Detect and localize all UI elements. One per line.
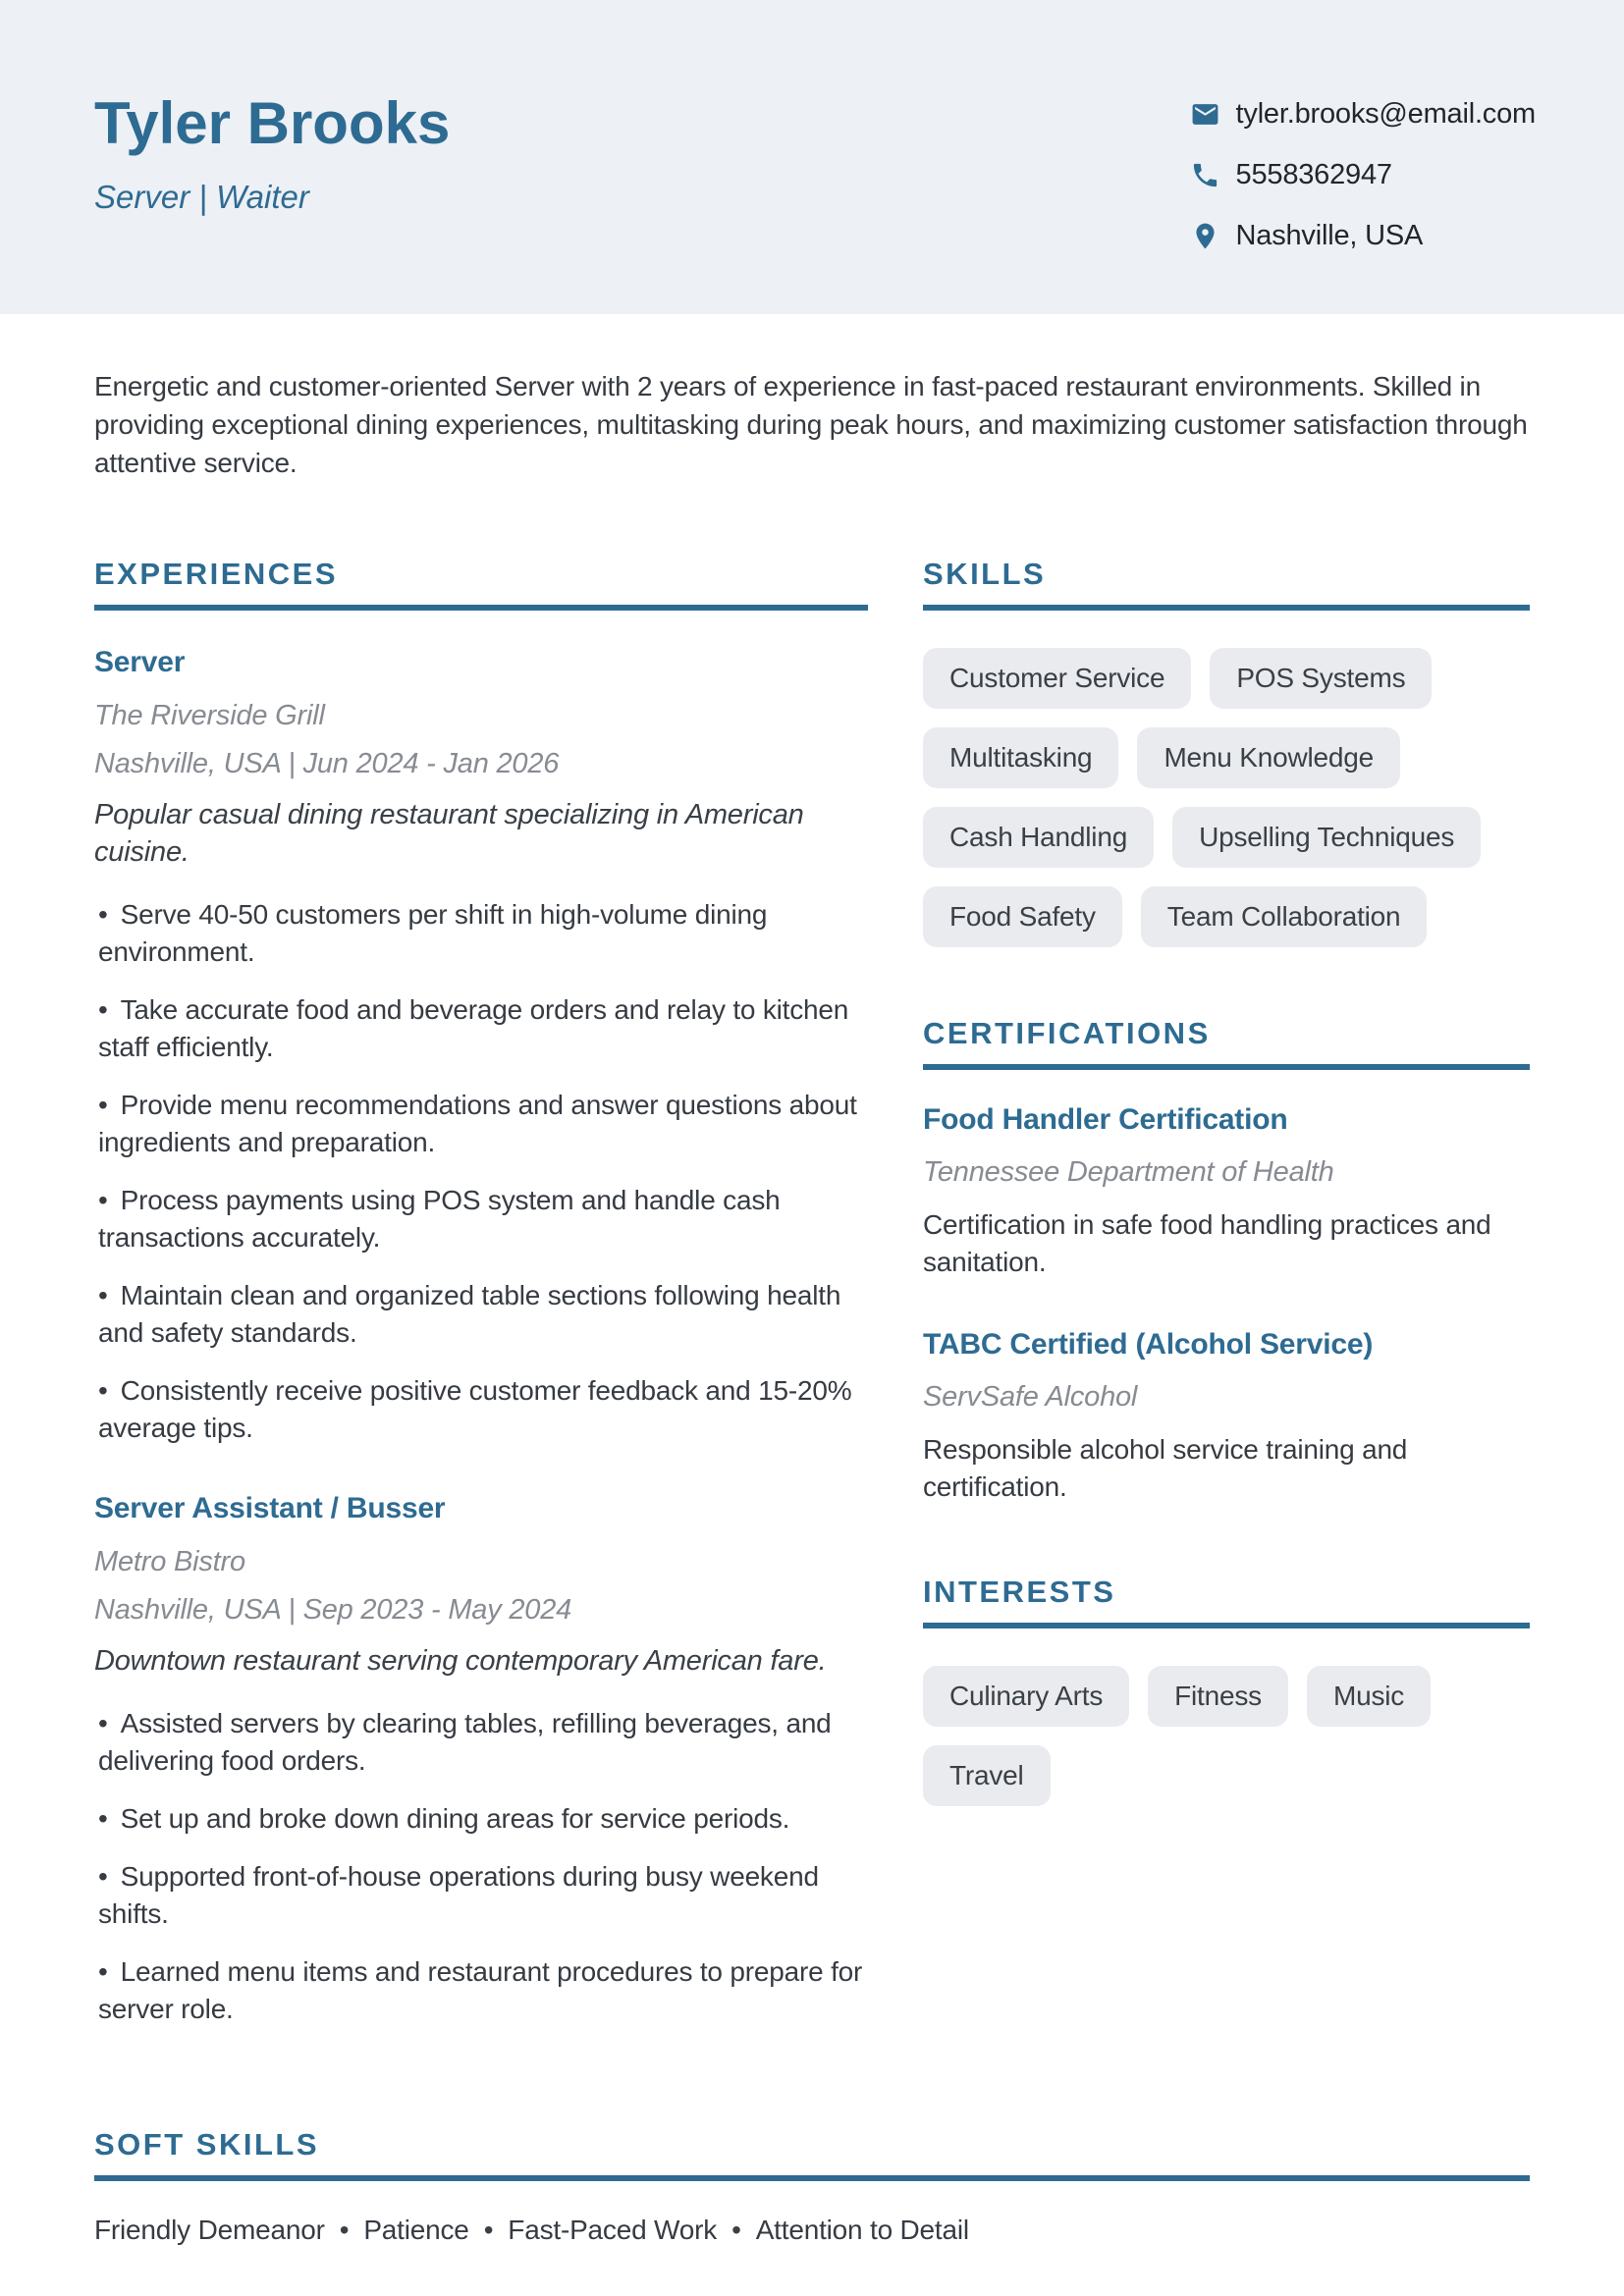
contact-phone-row (1190, 159, 1536, 191)
job-title: Server Assistant / Busser (94, 1492, 446, 1524)
phone-icon (1190, 160, 1220, 190)
soft-skill-separator: • (339, 2215, 350, 2245)
skills-heading: SKILLS (923, 559, 1530, 611)
certification-description: Responsible alcohol service training and certification. (923, 1434, 1408, 1502)
soft-skill-item: Fast-Paced Work (508, 2215, 718, 2245)
certification-issuer: Tennessee Department of Health (923, 1156, 1334, 1188)
bullet-text: Take accurate food and beverage orders and relay to kitchen staff efficiently. (98, 994, 849, 1062)
skills-tag-list (923, 648, 1530, 947)
interest-tag: Music (1307, 1666, 1431, 1727)
skill-tag: Cash Handling (923, 807, 1154, 868)
soft-skill-separator: • (731, 2215, 741, 2245)
bullet-text: Maintain clean and organized table sections following health and safety standards. (98, 1280, 841, 1348)
bullet-marker: • (98, 1280, 108, 1310)
two-column-layout (94, 559, 1530, 2049)
job-company: Metro Bistro (94, 1546, 245, 1577)
certifications-heading: CERTIFICATIONS (923, 1018, 1530, 1070)
certification-title: Food Handler Certification (923, 1103, 1288, 1136)
job-bullet-list (94, 1705, 868, 2028)
envelope-icon (1190, 99, 1220, 130)
job-role-subtitle: Server | Waiter (94, 179, 309, 215)
job-entry (94, 1492, 868, 2028)
contact-email-row (1190, 98, 1536, 131)
map-pin-icon (1190, 221, 1220, 251)
identity-block (94, 90, 451, 216)
skill-tag: Team Collaboration (1141, 886, 1428, 947)
bullet-text: Process payments using POS system and handle cash transactions accurately. (98, 1185, 781, 1253)
job-entry (94, 646, 868, 1447)
experiences-heading: EXPERIENCES (94, 559, 868, 611)
bullet-text: Learned menu items and restaurant procedures to prepare for server role. (98, 1956, 863, 2024)
job-bullet (98, 1372, 868, 1447)
summary-paragraph: Energetic and customer-oriented Server with 2 years of experience in fast-paced restaurant environments. Skilled in providing exceptional dining experiences, multitasking during peak hours, and maximizing customer satisfaction through attentive service. (94, 371, 1528, 478)
interests-heading: INTERESTS (923, 1576, 1530, 1629)
certifications-section (923, 1018, 1530, 1506)
job-bullet (98, 1858, 868, 1933)
job-bullet (98, 1182, 868, 1256)
job-company: The Riverside Grill (94, 700, 325, 731)
certification-issuer: ServSafe Alcohol (923, 1381, 1138, 1413)
contact-location-row (1190, 220, 1536, 252)
soft-skills-section (94, 2129, 1530, 2246)
bullet-marker: • (98, 1708, 108, 1738)
bullet-text: Provide menu recommendations and answer questions about ingredients and preparation. (98, 1090, 857, 1157)
bullet-marker: • (98, 1956, 108, 1987)
bullet-text: Assisted servers by clearing tables, refilling beverages, and delivering food orders. (98, 1708, 832, 1776)
contact-email: tyler.brooks@email.com (1235, 98, 1536, 130)
certification-title: TABC Certified (Alcohol Service) (923, 1328, 1374, 1361)
skill-tag: Multitasking (923, 727, 1118, 788)
interest-tag: Travel (923, 1745, 1051, 1806)
bullet-marker: • (98, 1375, 108, 1406)
soft-skill-item: Friendly Demeanor (94, 2215, 325, 2245)
job-title: Server (94, 646, 186, 678)
interests-tag-list (923, 1666, 1530, 1806)
job-bullet (98, 1087, 868, 1161)
certification-description: Certification in safe food handling practices and sanitation. (923, 1209, 1491, 1277)
skills-section (923, 559, 1530, 947)
skill-tag: Customer Service (923, 648, 1191, 709)
certification-entry (923, 1328, 1530, 1506)
job-description: Popular casual dining restaurant specializing in American cuisine. (94, 799, 804, 868)
interest-tag: Fitness (1148, 1666, 1288, 1727)
job-bullet (98, 991, 868, 1066)
bullet-text: Consistently receive positive customer feedback and 15-20% average tips. (98, 1375, 852, 1443)
bullet-text: Serve 40-50 customers per shift in high-volume dining environment. (98, 899, 768, 967)
bullet-marker: • (98, 994, 108, 1025)
job-location-dates: Nashville, USA | Sep 2023 - May 2024 (94, 1594, 572, 1626)
job-bullet-list (94, 896, 868, 1447)
soft-skill-item: Patience (363, 2215, 469, 2245)
resume-header (0, 0, 1624, 314)
bullet-text: Set up and broke down dining areas for service periods. (120, 1803, 790, 1834)
soft-skill-separator: • (483, 2215, 494, 2245)
bullet-marker: • (98, 1803, 108, 1834)
interest-tag: Culinary Arts (923, 1666, 1129, 1727)
job-location-dates: Nashville, USA | Jun 2024 - Jan 2026 (94, 748, 560, 779)
job-bullet (98, 1705, 868, 1780)
contact-location: Nashville, USA (1235, 220, 1424, 251)
soft-skills-heading: SOFT SKILLS (94, 2129, 1530, 2181)
job-bullet (98, 1277, 868, 1352)
soft-skills-line (94, 2215, 1530, 2246)
skill-tag: Food Safety (923, 886, 1122, 947)
person-name: Tyler Brooks (94, 90, 451, 156)
contact-phone: 5558362947 (1235, 159, 1392, 190)
left-column (94, 559, 868, 2049)
bullet-marker: • (98, 899, 108, 930)
bullet-marker: • (98, 1185, 108, 1215)
job-description: Downtown restaurant serving contemporary American fare. (94, 1645, 827, 1677)
certification-entry (923, 1103, 1530, 1281)
interests-section (923, 1576, 1530, 1806)
contact-block (1190, 98, 1536, 252)
right-column (923, 559, 1530, 1806)
skill-tag: Upselling Techniques (1172, 807, 1481, 868)
skill-tag: POS Systems (1210, 648, 1432, 709)
bullet-marker: • (98, 1090, 108, 1120)
job-bullet (98, 1800, 868, 1838)
soft-skill-item: Attention to Detail (755, 2215, 969, 2245)
job-bullet (98, 1953, 868, 2028)
bullet-text: Supported front-of-house operations during busy weekend shifts. (98, 1861, 819, 1929)
resume-body (0, 367, 1624, 2246)
job-bullet (98, 896, 868, 971)
bullet-marker: • (98, 1861, 108, 1892)
skill-tag: Menu Knowledge (1137, 727, 1400, 788)
